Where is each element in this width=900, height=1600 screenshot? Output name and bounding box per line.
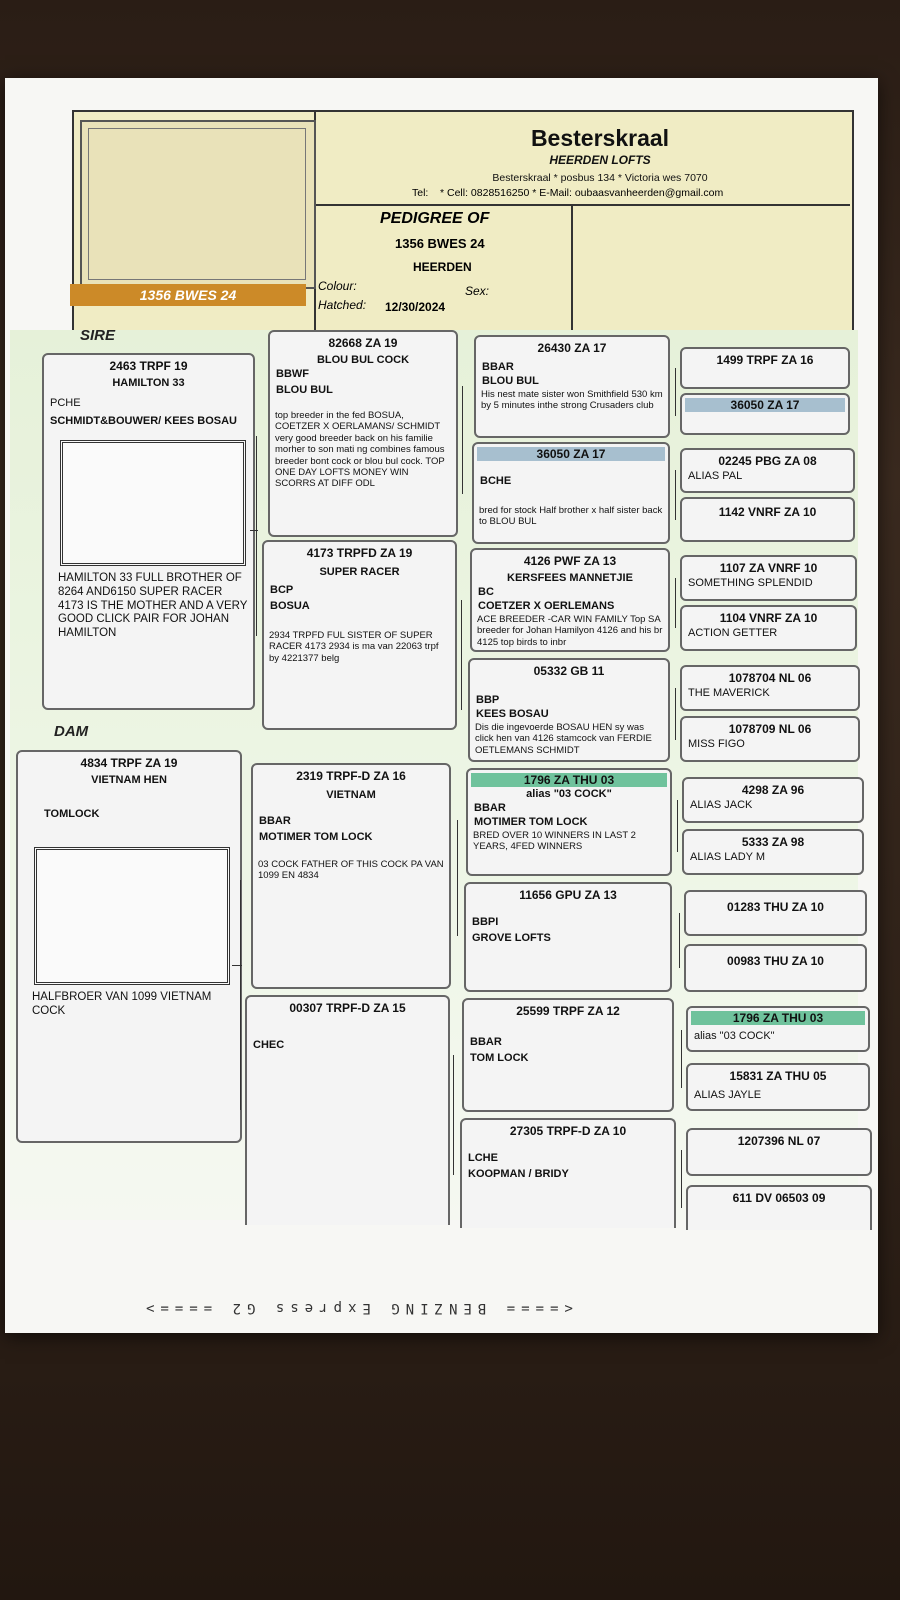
- ring-number: 25599 TRPF ZA 12: [516, 1004, 620, 1018]
- sire-notes: HAMILTON 33 FULL BROTHER OF 8264 AND6150 SUPER RACER 4173 IS THE MOTHER AND A VERY GOOD CLICK PAIR FOR JOHAN HAMILTON: [58, 572, 248, 640]
- gen4-card-10[interactable]: [682, 829, 864, 875]
- gen4-card-2[interactable]: [680, 393, 850, 435]
- gen3-card-3[interactable]: [470, 548, 670, 652]
- bird-name-label: SUPER RACER: [319, 566, 400, 578]
- gen3-card-7[interactable]: [462, 998, 674, 1112]
- bird-name-label: alias "03 COCK": [526, 788, 612, 800]
- colour-code: BBAR: [259, 815, 291, 827]
- bracket-dam: [240, 880, 241, 1110]
- colour-code: LCHE: [468, 1152, 498, 1164]
- colour-code: BBAR: [474, 802, 506, 814]
- sire-colour: PCHE: [50, 397, 81, 409]
- colour-code: BC: [478, 586, 494, 598]
- ring-number: 5333 ZA 98: [741, 835, 805, 849]
- dam-section-label: DAM: [54, 723, 89, 740]
- bird-alias: MISS FIGO: [688, 738, 745, 750]
- bracket-gen3: [681, 1030, 682, 1088]
- hatched-label: Hatched:: [318, 298, 367, 312]
- bracket-gen2: [453, 1055, 454, 1175]
- ring-number: 27305 TRPF-D ZA 10: [509, 1124, 627, 1138]
- bracket-gen3: [675, 368, 676, 416]
- breeder-name: BOSUA: [270, 600, 310, 612]
- gen4-card-9[interactable]: [682, 777, 864, 823]
- photo-ring-tag: 1356 BWES 24: [70, 284, 306, 306]
- breeder-name: GROVE LOFTS: [472, 932, 551, 944]
- gen4-card-6[interactable]: [680, 605, 857, 651]
- ring-number: 4126 PWF ZA 13: [523, 554, 617, 568]
- contact-prefix: Tel:: [412, 187, 429, 199]
- bird-notes: top breeder in the fed BOSUA, COETZER X OERLAMANS/ SCHMIDT very good breeder back on his familie morher to son mati ng combines famous breeder bont cock or blou bul cock. TOP ONE DAY LOFTS MONEY WIN SCORRS AT DIFF ODL: [275, 410, 445, 490]
- ring-number: 00983 THU ZA 10: [727, 954, 824, 968]
- bracket-gen3: [675, 578, 676, 628]
- printer-footer: <==== BENZING Express G2 ====>: [140, 1300, 573, 1316]
- gen4-card-3[interactable]: [680, 448, 855, 493]
- ring-number: 1207396 NL 07: [737, 1134, 821, 1148]
- breeder-name: KEES BOSAU: [476, 708, 549, 720]
- gen4-card-13[interactable]: [686, 1006, 870, 1052]
- ring-number: 2319 TRPF-D ZA 16: [296, 769, 406, 783]
- pedigree-of-title: PEDIGREE OF: [380, 210, 490, 227]
- ring-number: 02245 PBG ZA 08: [718, 454, 817, 468]
- ring-number: 00307 TRPF-D ZA 15: [289, 1001, 406, 1015]
- dam-name: VIETNAM HEN: [91, 774, 167, 786]
- ring-number: 36050 ZA 17: [685, 398, 845, 412]
- ring-number: 82668 ZA 19: [328, 336, 398, 350]
- ring-number: 05332 GB 11: [533, 664, 605, 678]
- ring-number: 1796 ZA THU 03: [471, 773, 667, 787]
- breeder-name: MOTIMER TOM LOCK: [259, 831, 373, 843]
- gen3-card-8[interactable]: [460, 1118, 676, 1228]
- bracket-gen2: [462, 386, 463, 494]
- dam-dam-card[interactable]: [245, 995, 450, 1225]
- bracket-gen3: [675, 688, 676, 740]
- bird-alias: ALIAS JACK: [690, 799, 753, 811]
- breeder-name: COETZER X OERLEMANS: [478, 600, 615, 612]
- ring-number: 01283 THU ZA 10: [727, 900, 824, 914]
- gen3-card-4[interactable]: [468, 658, 670, 762]
- bracket-gen3: [681, 1150, 682, 1208]
- dam-ring: 4834 TRPF ZA 19: [80, 756, 178, 770]
- sire-ring: 2463 TRPF 19: [109, 359, 188, 373]
- ring-number: 611 DV 06503 09: [732, 1191, 826, 1205]
- colour-code: BBAR: [482, 361, 514, 373]
- gen3-card-6[interactable]: [464, 882, 672, 992]
- sire-dam-card[interactable]: [262, 540, 457, 730]
- dam-photo-frame: [34, 847, 230, 985]
- bird-alias: SOMETHING SPLENDID: [688, 577, 813, 589]
- bird-alias: ALIAS PAL: [688, 470, 743, 482]
- gen3-card-5[interactable]: [466, 768, 672, 876]
- gen4-card-8[interactable]: [680, 716, 860, 762]
- bracket-tick: [232, 965, 242, 966]
- ring-number: 1078704 NL 06: [728, 671, 812, 685]
- colour-label: Colour:: [318, 279, 357, 293]
- gen4-card-4[interactable]: [680, 497, 855, 542]
- dam-sire-card[interactable]: [251, 763, 451, 989]
- bird-notes: BRED OVER 10 WINNERS IN LAST 2 YEARS, 4FED WINNERS: [473, 830, 636, 853]
- gen4-card-1[interactable]: [680, 347, 850, 389]
- ring-number: 4298 ZA 96: [741, 783, 805, 797]
- breeder-name: KOOPMAN / BRIDY: [468, 1168, 569, 1180]
- gen4-card-7[interactable]: [680, 665, 860, 711]
- ring-number: 1078709 NL 06: [728, 722, 812, 736]
- colour-code: BCP: [270, 584, 294, 596]
- colour-code: BCHE: [480, 475, 512, 487]
- bird-alias: alias "03 COCK": [694, 1030, 775, 1042]
- dam-notes: HALFBROER VAN 1099 VIETNAM COCK: [32, 991, 212, 1017]
- bracket-gen3: [675, 470, 676, 520]
- ring-number: 1107 ZA VNRF 10: [719, 561, 818, 575]
- bird-notes: ACE BREEDER -CAR WIN FAMILY Top SA breeder for Johan Hamilyon 4126 and his br 4125 top birds to inbr: [477, 614, 663, 648]
- bracket-gen3: [679, 913, 680, 968]
- dam-breeder: TOMLOCK: [44, 808, 100, 820]
- ring-number: 4173 TRPFD ZA 19: [306, 546, 413, 560]
- bird-notes: 03 COCK FATHER OF THIS COCK PA VAN 1099 EN 4834: [258, 859, 444, 882]
- bird-name-label: KERSFEES MANNETJIE: [507, 572, 633, 584]
- gen4-card-11[interactable]: [684, 890, 867, 936]
- gen3-card-2[interactable]: [472, 442, 670, 544]
- ring-number: 11656 GPU ZA 13: [519, 888, 617, 902]
- bird-name-label: BLOU BUL COCK: [316, 354, 410, 366]
- ring-number: 26430 ZA 17: [537, 341, 607, 355]
- sire-name: HAMILTON 33: [112, 377, 185, 389]
- colour-code: BBAR: [470, 1036, 502, 1048]
- bird-notes: 2934 TRPFD FUL SISTER OF SUPER RACER 4173 2934 is ma van 22063 trpf by 4221377 belg: [269, 630, 439, 664]
- breeder-name: TOM LOCK: [470, 1052, 529, 1064]
- colour-code: BBPI: [472, 916, 499, 928]
- ring-number: 1142 VNRF ZA 10: [718, 505, 817, 519]
- sire-section-label: SIRE: [80, 327, 116, 344]
- contact-details: * Cell: 0828516250 * E-Mail: oubaasvanheerden@gmail.com: [440, 187, 724, 199]
- hatched-date: 12/30/2024: [385, 300, 446, 314]
- gen4-card-5[interactable]: [680, 555, 857, 601]
- ring-number: 36050 ZA 17: [477, 447, 665, 461]
- loft-address: Besterskraal * posbus 134 * Victoria wes 7070: [492, 172, 708, 184]
- bird-alias: ACTION GETTER: [688, 627, 778, 639]
- bird-notes: Dis die ingevoerde BOSAU HEN sy was click hen van 4126 stamcock van FERDIE OETLEMANS SCHMIDT: [475, 722, 652, 756]
- bracket-gen3: [677, 800, 678, 852]
- bird-name: HEERDEN: [413, 260, 472, 274]
- ring-number: 15831 ZA THU 05: [729, 1069, 827, 1083]
- bird-photo-placeholder: [80, 120, 316, 289]
- breeder-name: BLOU BUL: [482, 375, 539, 387]
- loft-name: Besterskraal: [530, 125, 670, 151]
- bird-alias: ALIAS JAYLE: [694, 1089, 762, 1101]
- gen4-card-14[interactable]: [686, 1063, 870, 1111]
- loft-subtitle: HEERDEN LOFTS: [549, 153, 651, 167]
- gen3-card-1[interactable]: [474, 335, 670, 438]
- bird-name-label: VIETNAM: [326, 789, 376, 801]
- sire-breeder: SCHMIDT&BOUWER/ KEES BOSAU: [50, 415, 238, 427]
- colour-code: CHEC: [253, 1039, 285, 1051]
- breeder-name: BLOU BUL: [276, 384, 333, 396]
- ring-number: 1796 ZA THU 03: [691, 1011, 865, 1025]
- bird-notes: His nest mate sister won Smithfield 530 km by 5 minutes inthe strong Crusaders club: [481, 389, 663, 412]
- bracket-sire: [256, 436, 257, 636]
- bracket-gen2: [461, 600, 462, 710]
- colour-code: BBWF: [276, 368, 309, 380]
- bracket-gen2: [457, 820, 458, 936]
- bird-ring-number: 1356 BWES 24: [395, 236, 485, 251]
- bird-alias: THE MAVERICK: [688, 687, 770, 699]
- gen4-card-16[interactable]: [686, 1185, 872, 1230]
- ring-number: 1499 TRPF ZA 16: [716, 353, 814, 367]
- colour-code: BBP: [476, 694, 500, 706]
- ring-number: 1104 VNRF ZA 10: [719, 611, 818, 625]
- bird-alias: ALIAS LADY M: [690, 851, 765, 863]
- sex-label: Sex:: [465, 284, 490, 298]
- sire-photo-frame: [60, 440, 246, 566]
- gen4-card-15[interactable]: [686, 1128, 872, 1176]
- bracket-tick: [250, 530, 258, 531]
- breeder-name: MOTIMER TOM LOCK: [474, 816, 588, 828]
- bird-notes: bred for stock Half brother x half sister back to BLOU BUL: [479, 505, 663, 528]
- sire-sire-card[interactable]: [268, 330, 458, 537]
- gen4-card-12[interactable]: [684, 944, 867, 992]
